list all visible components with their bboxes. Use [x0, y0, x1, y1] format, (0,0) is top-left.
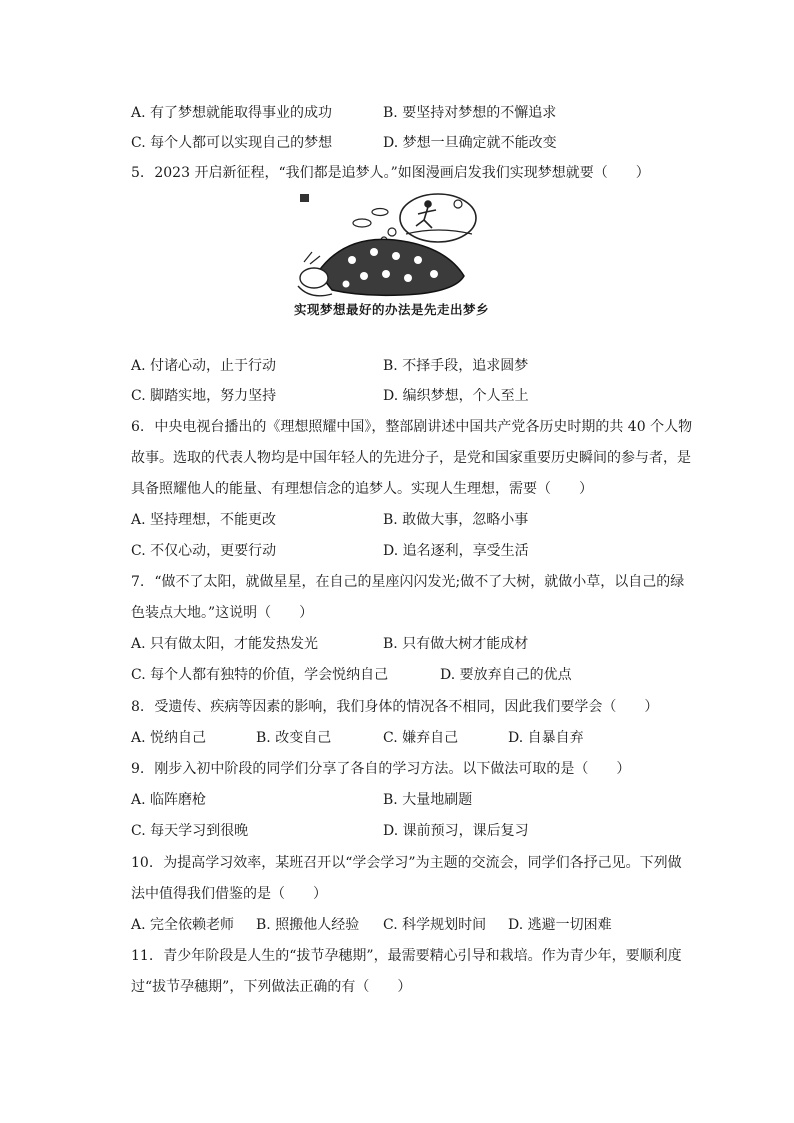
q9-option-c: C. 每天学习到很晚	[131, 823, 249, 839]
q9-stem-text: 刚步入初中阶段的同学们分享了各自的学习方法。以下做法可取的是（ ）	[154, 761, 631, 777]
q6-stem-line-1	[131, 417, 692, 437]
q8-stem-text: 受遗传、疾病等因素的影响，我们身体的情况各不相同，因此我们要学会（ ）	[154, 699, 659, 715]
q4-option-c: C. 每个人都可以实现自己的梦想	[131, 135, 333, 151]
sleeper-head	[300, 268, 328, 288]
comic-caption: 实现梦想最好的办法是先走出梦乡	[294, 302, 490, 317]
q9-option-d: D. 课前预习，课后复习	[383, 823, 529, 839]
q8-option-a: A. 悦纳自己	[131, 730, 207, 746]
thought-bubble	[400, 194, 476, 242]
q6-option-c: C. 不仅心动，更要行动	[131, 543, 277, 559]
q8-number: 8.	[131, 699, 145, 715]
q9-number: 9.	[131, 761, 145, 777]
q5-number: 5.	[131, 165, 145, 181]
q11-stem-line-2: 过“拔节孕穗期”，下列做法正确的有（ ）	[131, 979, 412, 995]
q10-stem-line-1	[131, 853, 682, 873]
q7-number: 7.	[131, 574, 145, 590]
q10-stem-line-2: 法中值得我们借鉴的是（ ）	[131, 886, 327, 902]
q8-option-c: C. 嫌弃自己	[383, 730, 459, 746]
q5-stem-text: 2023 开启新征程，“我们都是追梦人。”如图漫画启发我们实现梦想就要（ ）	[154, 165, 650, 181]
q6-stem-line-3: 具备照耀他人的能量、有理想信念的追梦人。实现人生理想，需要（ ）	[131, 481, 593, 497]
q5-option-d: D. 编织梦想，个人至上	[383, 388, 529, 404]
q8-option-b: B. 改变自己	[256, 730, 332, 746]
q5-option-c: C. 脚踏实地，努力坚持	[131, 388, 277, 404]
q5-option-b: B. 不择手段，追求圆梦	[383, 358, 529, 374]
q7-stem-text-1: “做不了太阳，就做星星，在自己的星座闪闪发光;做不了大树，就做小草，以自己的绿	[154, 574, 685, 590]
q11-stem-text-1: 青少年阶段是人生的“拔节孕穗期”，最需要精心引导和栽培。作为青少年，要顺利度	[163, 948, 682, 964]
q5-stem	[131, 163, 650, 183]
q9-option-a: A. 临阵磨枪	[131, 792, 207, 808]
q10-option-b: B. 照搬他人经验	[256, 917, 360, 933]
q6-number: 6.	[131, 419, 145, 435]
q6-stem-text-1: 中央电视台播出的《理想照耀中国》，整部剧讲述中国共产党各历史时期的共 40 个人物	[154, 419, 693, 435]
q7-option-d: D. 要放弃自己的优点	[440, 667, 572, 683]
q8-option-d: D. 自暴自弃	[508, 730, 584, 746]
q9-option-b: B. 大量地刷题	[383, 792, 473, 808]
blanket	[318, 239, 464, 295]
q10-option-a: A. 完全依赖老师	[131, 917, 235, 933]
q7-stem-line-1	[131, 572, 684, 592]
q10-option-c: C. 科学规划时间	[383, 917, 487, 933]
q6-option-a: A. 坚持理想，不能更改	[131, 512, 277, 528]
q6-stem-line-2: 故事。选取的代表人物均是中国年轻人的先进分子，是党和国家重要历史瞬间的参与者，是	[131, 450, 691, 466]
q4-option-a: A. 有了梦想就能取得事业的成功	[131, 105, 333, 121]
q7-stem-line-2: 色装点大地。”这说明（ ）	[131, 605, 314, 621]
q11-stem-line-1	[131, 946, 682, 966]
q11-number: 11.	[131, 948, 154, 964]
q8-stem	[131, 697, 658, 717]
q10-stem-text-1: 为提高学习效率，某班召开以“学会学习”为主题的交流会，同学们各抒己见。下列做	[163, 855, 682, 871]
q7-option-b: B. 只有做大树才能成材	[383, 636, 529, 652]
q6-option-d: D. 追名逐利，享受生活	[383, 543, 529, 559]
q10-number: 10.	[131, 855, 154, 871]
q5-option-a: A. 付诸心动，止于行动	[131, 358, 277, 374]
q7-option-c: C. 每个人都有独特的价值，学会悦纳自己	[131, 667, 389, 683]
q4-option-b: B. 要坚持对梦想的不懈追求	[383, 105, 557, 121]
q6-option-b: B. 敢做大事，忽略小事	[383, 512, 529, 528]
q10-option-d: D. 逃避一切困难	[508, 917, 612, 933]
q9-stem	[131, 759, 630, 779]
q7-option-a: A. 只有做太阳，才能发热发光	[131, 636, 319, 652]
q4-option-d: D. 梦想一旦确定就不能改变	[383, 135, 557, 151]
comic-stamp	[300, 194, 309, 202]
